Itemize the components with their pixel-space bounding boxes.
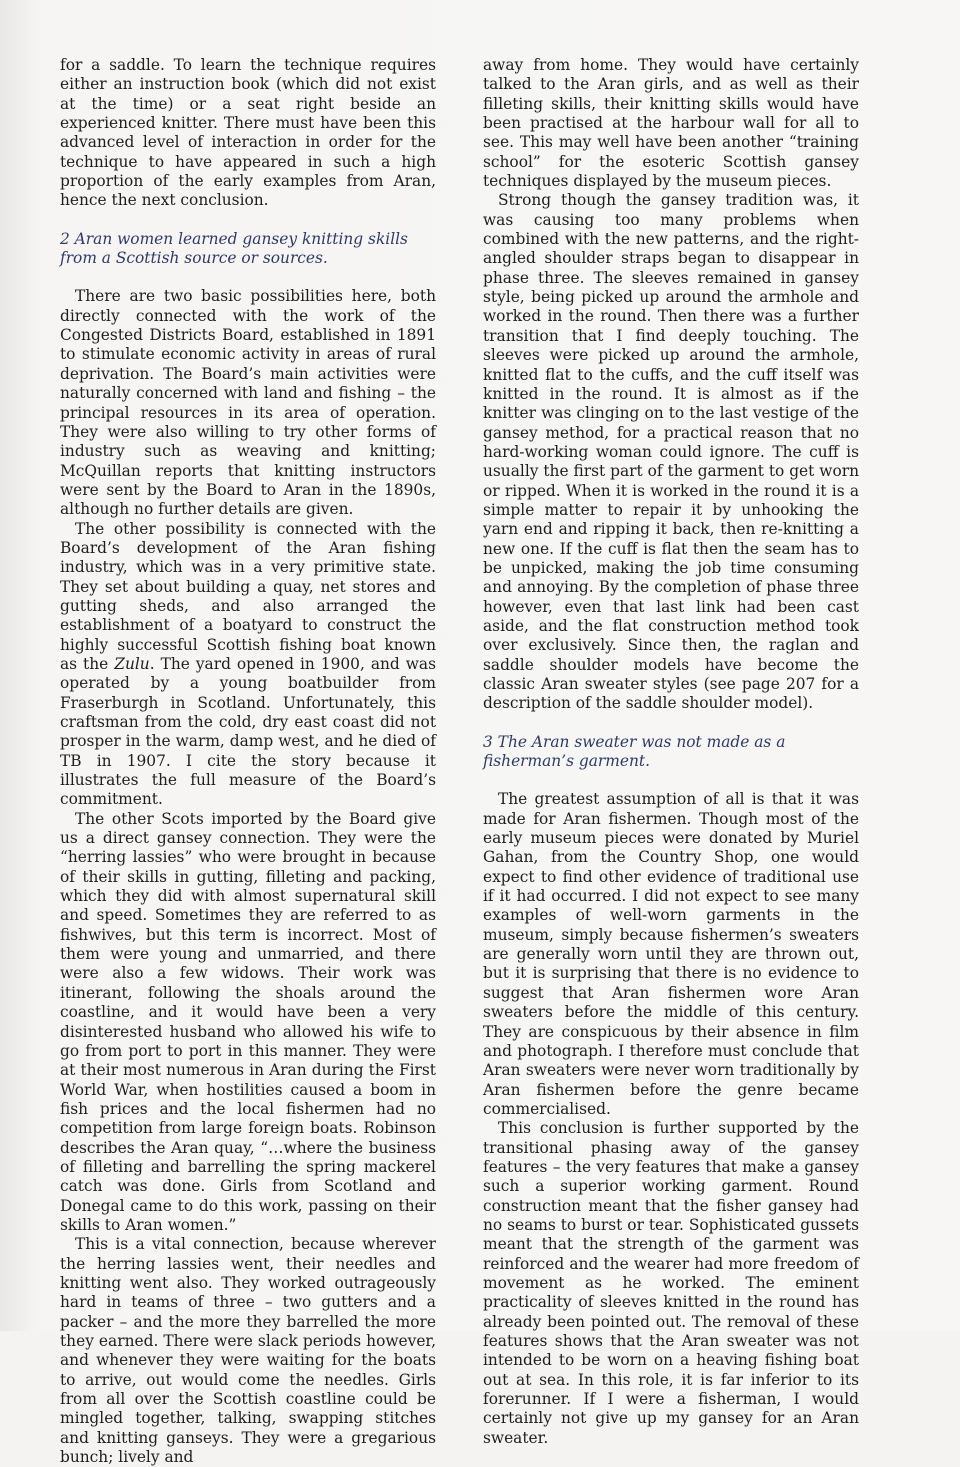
right-paragraph-2: The greatest assumption of all is that it was made for Aran fishermen. Though most of the early museum pieces were donated by Muriel Gahan, from the Country Shop, one would expect to find other evidence of traditional use if it had occurred. I did not expect to see many examples of well-worn garments in the museum, simply because fishermen’s sweaters are generally worn until they are thrown out, but it is surprising that there is no evidence to suggest that Aran fishermen wore Aran sweaters before the middle of this century. They are conspicuous by their absence in film and photograph. I therefore must conclude that Aran sweaters were never worn traditionally by Aran fishermen before the genre became commercialised. — [483, 790, 859, 1118]
left-column — [60, 56, 436, 1467]
right-opening-paragraph: away from home. They would have certainly talked to the Aran girls, and as well as their filleting skills, their knitting skills would have been practised at the harbour wall for all to see. This may well have been another “training school” for the esoteric Scottish gansey techniques displayed by the museum pieces. — [483, 56, 859, 191]
left-paragraph-2 — [60, 520, 436, 810]
right-paragraph-1: Strong though the gansey tradition was, it was causing too many problems when combined with the new patterns, and the right-angled shoulder straps began to disappear in phase three. The sleeves remained in gansey style, being picked up around the armhole and worked in the round. Then there was a further transition that I find deeply touching. The sleeves were picked up around the armhole, knitted flat to the cuffs, and the cuff itself was knitted in the round. It is almost as if the knitter was clinging on to the last vestige of the gansey method, for a practical reason that no hard-working woman could ignore. The cuff is usually the first part of the garment to get worn or ripped. When it is worked in the round it is a simple matter to repair it by unhooking the yarn end and ripping it back, then re-knitting a new one. If the cuff is flat then the seam has to be unpicked, making the job time consuming and annoying. By the completion of phase three however, even that last link had been cast aside, and the flat construction method took over exclusively. Since then, the raglan and saddle shoulder models have become the classic Aran sweater styles (see page 207 for a description of the saddle shoulder model). — [483, 191, 859, 713]
section-heading-2: 2 Aran women learned gansey knitting skills from a Scottish source or sources. — [60, 229, 408, 268]
left-paragraph-3: The other Scots imported by the Board give us a direct gansey connection. They were the “herring lassies” who were brought in because of their skills in gutting, filleting and packing, which they did with almost supernatural skill and speed. Sometimes they are referred to as fishwives, but this term is incorrect. Most of them were young and unmarried, and there were also a few widows. Their work was itinerant, following the shoals around the coastline, and it would have been a very disinterested husband who allowed his wife to go from port to port in this manner. They were at their most numerous in Aran during the First World War, when hostilities caused a boom in fish prices and the local fishermen had no competition from large foreign boats. Robinson describes the Aran quay, “…where the business of filleting and barrelling the spring mackerel catch was done. Girls from Scotland and Donegal came to do this work, passing on their skills to Aran women.” — [60, 809, 436, 1234]
left-paragraph-2-part-b: . The yard opened in 1900, and was operated by a young boatbuilder from Fraserburgh in Scotland. Unfortunately, this craftsman from the cold, dry east coast did not prosper in the warm, damp west, and he died of TB in 1907. I cite the story because it illustrates the full measure of the Board’s commitment. — [60, 654, 436, 809]
section-heading-3: 3 The Aran sweater was not made as a fisherman’s garment. — [483, 732, 786, 771]
zulu-boat-name: Zulu — [114, 654, 150, 673]
left-opening-paragraph: for a saddle. To learn the technique requires either an instruction book (which did not exist at the time) or a seat right beside an experienced knitter. There must have been this advanced level of interaction in order for the technique to have appeared in such a high proportion of the early examples from Aran, hence the next conclusion. — [60, 56, 436, 210]
left-paragraph-4: This is a vital connection, because wherever the herring lassies went, their needles and knitting went also. They worked outrageously hard in teams of three – two gutters and a packer – and the more they barrelled the more they earned. There were slack periods however, and whenever they were waiting for the boats to arrive, out would come the needles. Girls from all over the Scottish coastline could be mingled together, talking, swapping stitches and knitting ganseys. They were a gregarious bunch; lively and — [60, 1235, 436, 1467]
left-paragraph-2-part-a: The other possibility is connected with the Board’s development of the Aran fishing industry, which was in a very primitive state. They set about building a quay, net stores and gutting sheds, and also arranged the establishment of a boatyard to construct the highly successful Scottish fishing boat known as the — [60, 519, 436, 673]
left-paragraph-1: There are two basic possibilities here, both directly connected with the work of the Congested Districts Board, established in 1891 to stimulate economic activity in areas of rural deprivation. The Board’s main activities were naturally concerned with land and fishing – the principal resources in its area of operation. They were also willing to try other forms of industry such as weaving and knitting; McQuillan reports that knitting instructors were sent by the Board to Aran in the 1890s, although no further details are given. — [60, 287, 436, 519]
right-paragraph-3: This conclusion is further supported by the transitional phasing away of the gansey features – the very features that make a gansey such a superior working garment. Round construction meant that the fisher gansey had no seams to burst or tear. Sophisticated gussets meant that the strength of the garment was reinforced and the wearer had more freedom of movement as he worked. The eminent practicality of sleeves knitted in the round has already been pointed out. The removal of these features shows that the Aran sweater was not intended to be worn on a heaving fishing boat out at sea. In this role, it is far inferior to its forerunner. If I were a fisherman, I would certainly not give up my gansey for an Aran sweater. — [483, 1119, 859, 1447]
right-column — [483, 56, 859, 1448]
